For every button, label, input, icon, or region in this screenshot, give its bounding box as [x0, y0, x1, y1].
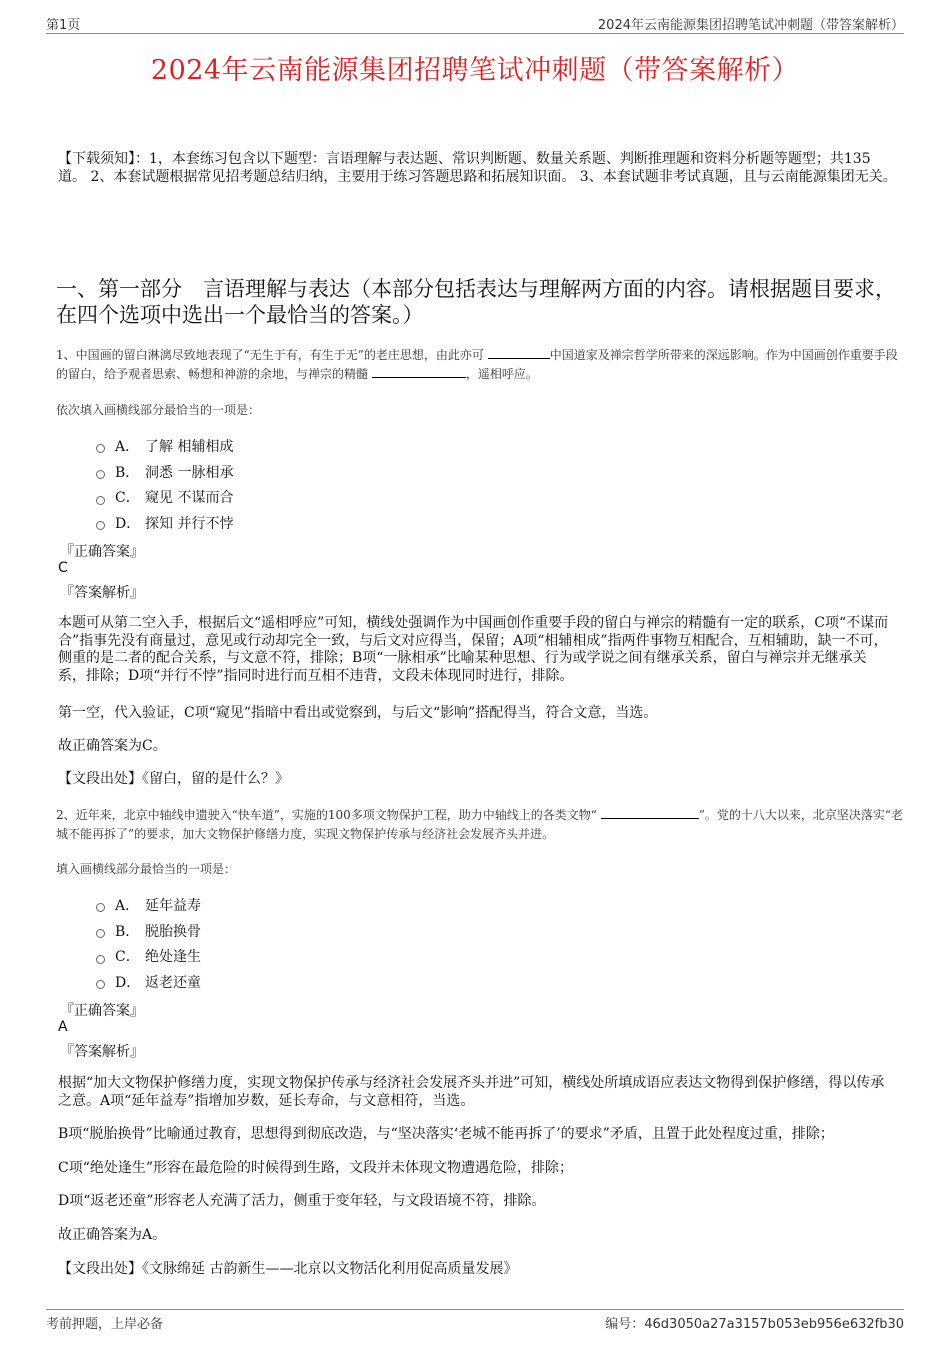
q1-option-b[interactable]: B． 洞悉 一脉相承 [96, 459, 233, 485]
q2-option-b[interactable]: B． 脱胎换骨 [96, 918, 201, 944]
q2-analysis-2: B项“脱胎换骨”比喻通过教育，思想得到彻底改造，与“坚决落实‘老城不能再拆了’的要求”矛盾，且置于此处程度过重，排除； [58, 1126, 834, 1142]
q2-instruction: 填入画横线部分最恰当的一项是： [56, 862, 237, 876]
q2-analysis-3: C项“绝处逢生”形容在最危险的时候得到生路，文段并未体现文物遭遇危险，排除； [58, 1160, 574, 1176]
q2-answer-label: 『正确答案』 [60, 1003, 144, 1019]
radio-icon[interactable] [96, 470, 105, 479]
q1-answer: C [58, 560, 68, 576]
footer-doc-id: 编号：46d3050a27a3157b053eb956e632fb30 [605, 1317, 904, 1332]
q1-options [96, 433, 233, 536]
download-notice: 【下载须知】：1，本套练习包含以下题型：言语理解与表达题、常识判断题、数量关系题、判断推理题和资料分析题等题型；共135道。 2、本套试题根据常见招考题总结归纳，主要用于练习答题思路和拓展知识面。 3、本套试题非考试真题，且与云南能源集团无关。 [58, 151, 897, 185]
q1-analysis-3: 故正确答案为C。 [58, 738, 167, 754]
q1-analysis-1: 本题可从第二空入手，根据后文“遥相呼应”可知，横线处强调作为中国画创作重要手段的留白与禅宗的精髓有一定的联系，C项“不谋而合”指事先没有商量过，意见或行动却完全一致，与后文对应得当，保留；A项“相辅相成”指两件事物互相配合，互相辅助，缺一不可，侧重的是二者的配合关系，与文意不符，排除；B项“一脉相承”比喻某种思想、行为或学说之间有继承关系，留白与禅宗并无继承关系，排除；D项“并行不悖”指同时进行而互相不违背，文段未体现同时进行，排除。 [58, 615, 889, 684]
radio-icon[interactable] [96, 496, 105, 505]
q2-stem-part-a: 2、近年来，北京中轴线申遗驶入“快车道”，实施的100多项文物保护工程，助力中轴线上的各类文物“ [56, 808, 597, 822]
footer-divider [46, 1309, 904, 1310]
q1-option-a[interactable]: A． 了解 相辅相成 [96, 433, 233, 459]
q2-stem-part-b: ”。党的十八大以来，北京坚决落实“老城不能再拆了”的要求，加大文物保护修缮力度，实现文物保护传承与经济社会发展齐头并进。 [56, 808, 904, 841]
question-1-stem [56, 346, 906, 384]
radio-icon[interactable] [96, 903, 105, 912]
q1-stem-part-c: ，遥相呼应。 [465, 367, 538, 381]
q1-analysis-label: 『答案解析』 [60, 585, 144, 601]
footer-slogan: 考前押题，上岸必备 [46, 1317, 164, 1332]
q2-answer: A [58, 1019, 68, 1035]
q1-stem-part-a: 1、中国画的留白淋漓尽致地表现了“无生于有，有生于无”的老庄思想，由此亦可 [56, 348, 484, 362]
q2-analysis-label: 『答案解析』 [60, 1044, 144, 1060]
question-2-stem [56, 806, 906, 844]
q2-option-d[interactable]: D． 返老还童 [96, 969, 201, 995]
q2-blank [601, 806, 699, 819]
q2-analysis-1: 根据“加大文物保护修缮力度，实现文物保护传承与经济社会发展齐头并进”可知，横线处所填成语应表达文物得到保护修缮，得以传承之意。A项“延年益寿”指增加岁数，延长寿命，与文意相符，当选。 [58, 1075, 885, 1109]
section-heading: 一、第一部分 言语理解与表达（本部分包括表达与理解两方面的内容。请根据题目要求，在四个选项中选出一个最恰当的答案。） [56, 277, 896, 327]
radio-icon[interactable] [96, 980, 105, 989]
q2-option-a[interactable]: A． 延年益寿 [96, 892, 201, 918]
radio-icon[interactable] [96, 444, 105, 453]
q1-blank-2 [372, 365, 466, 378]
q2-option-c[interactable]: C． 绝处逢生 [96, 943, 201, 969]
q1-blank-1 [488, 346, 550, 359]
q1-analysis-2: 第一空，代入验证，C项“窥见”指暗中看出或觉察到，与后文“影响”搭配得当，符合文意，当选。 [58, 705, 658, 721]
header-doc-title: 2024年云南能源集团招聘笔试冲刺题（带答案解析） [597, 18, 904, 33]
header-page-number: 第1页 [46, 18, 81, 33]
q1-option-c[interactable]: C． 窥见 不谋而合 [96, 484, 233, 510]
q1-answer-label: 『正确答案』 [60, 544, 144, 560]
q2-source: 【文段出处】《文脉绵延 古韵新生——北京以文物活化利用促高质量发展》 [58, 1261, 518, 1277]
header-divider [46, 33, 904, 34]
q1-instruction: 依次填入画横线部分最恰当的一项是： [56, 403, 261, 417]
radio-icon[interactable] [96, 955, 105, 964]
q1-option-d[interactable]: D． 探知 并行不悖 [96, 510, 233, 536]
page-title: 2024年云南能源集团招聘笔试冲刺题（带答案解析） [150, 55, 800, 86]
q2-analysis-5: 故正确答案为A。 [58, 1227, 167, 1243]
q1-stem-part-b: 中国道家及禅宗哲学所带来的深远影响。作为中国画创作重要手段的留白，给予观者思索、畅想和神游的余地，与禅宗的精髓 [56, 348, 898, 381]
q1-source: 【文段出处】《留白，留的是什么？》 [58, 771, 289, 787]
radio-icon[interactable] [96, 929, 105, 938]
q2-options [96, 892, 201, 995]
q2-analysis-4: D项“返老还童”形容老人充满了活力，侧重于变年轻，与文段语境不符，排除。 [58, 1193, 546, 1209]
radio-icon[interactable] [96, 521, 105, 530]
